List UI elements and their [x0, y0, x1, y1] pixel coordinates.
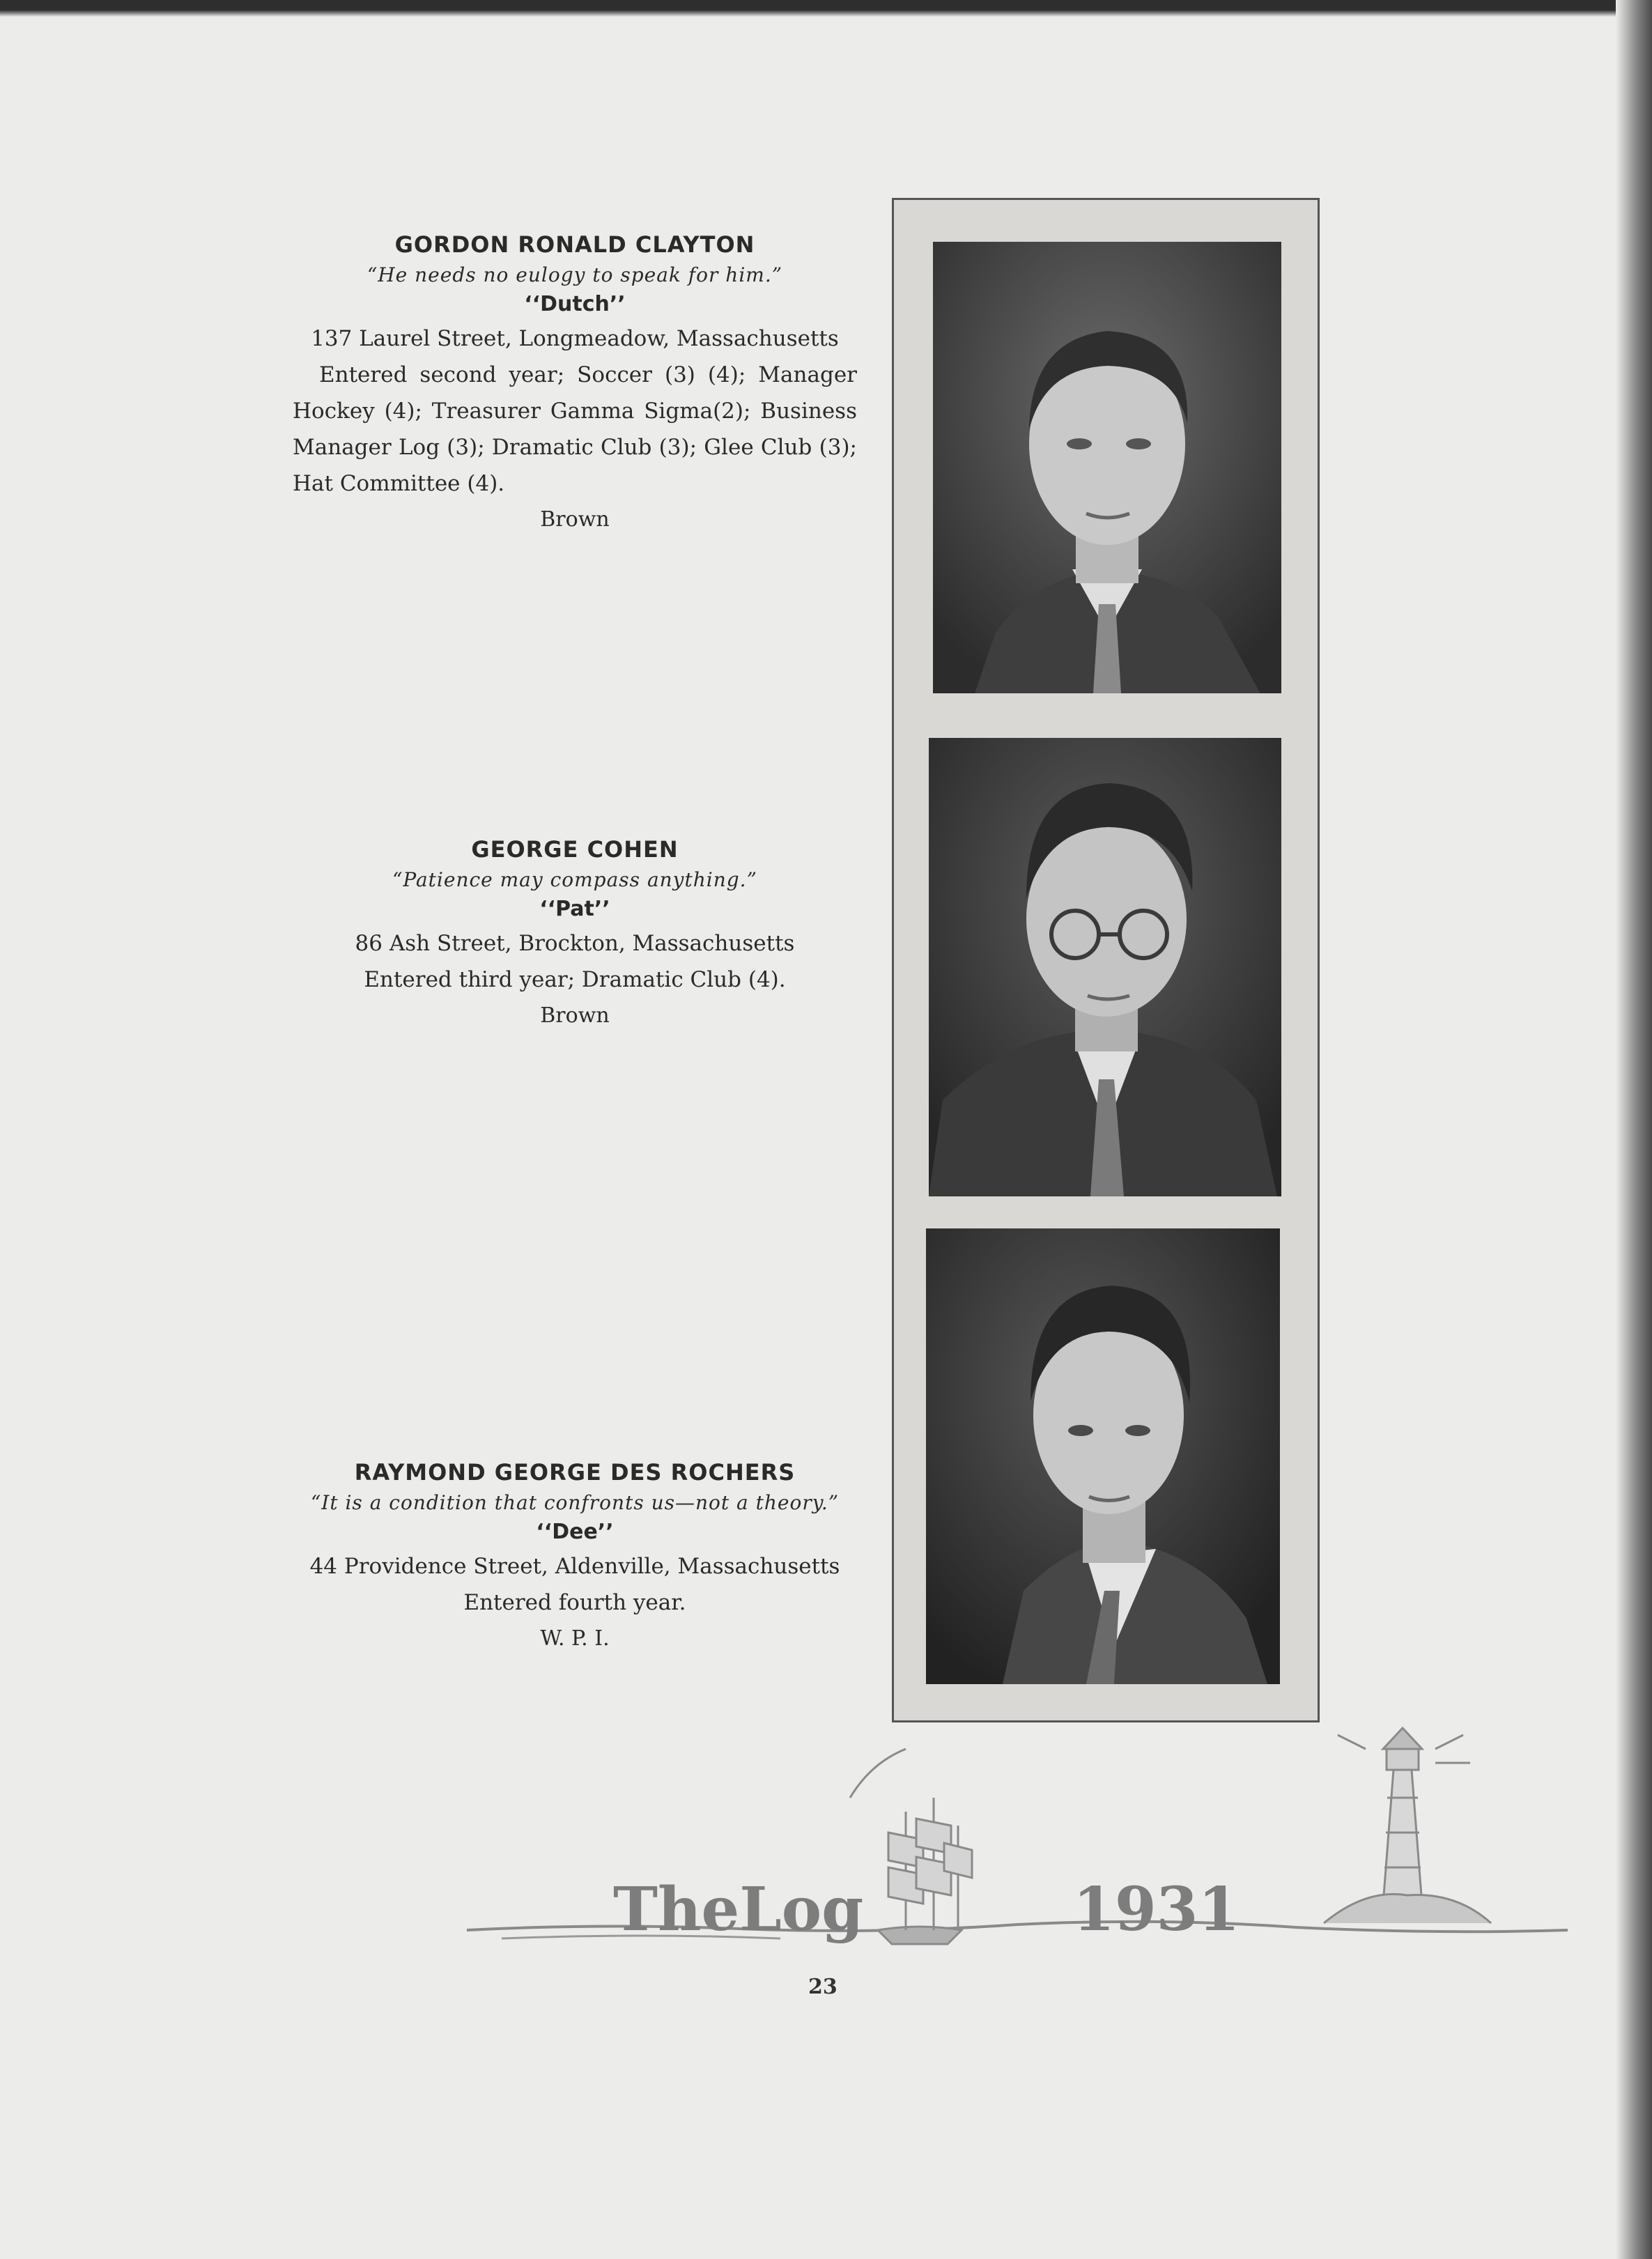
portrait-strip — [892, 198, 1320, 1722]
student-college: W. P. I. — [540, 1626, 610, 1651]
publication-year: 1931 — [1073, 1874, 1240, 1945]
student-nickname: ‘‘Dee’’ — [536, 1520, 614, 1544]
student-entry — [293, 231, 857, 538]
publication-title: TheLog — [613, 1874, 864, 1945]
portrait-photo — [933, 242, 1281, 693]
student-quote: “Patience may compass anything.” — [392, 868, 757, 891]
student-entry — [293, 1459, 857, 1657]
portrait-photo — [926, 1228, 1280, 1684]
student-activities: Entered fourth year. — [463, 1590, 686, 1615]
student-address: 44 Providence Street, Aldenville, Massachusetts — [309, 1554, 840, 1579]
student-quote: “He needs no eulogy to speak for him.” — [366, 263, 783, 286]
student-name: GEORGE COHEN — [471, 836, 679, 863]
student-nickname: ‘‘Pat’’ — [539, 897, 610, 921]
footer-illustration — [460, 1721, 1575, 2014]
student-activities: Entered third year; Dramatic Club (4). — [364, 967, 786, 992]
student-entry — [293, 836, 857, 1034]
ship-and-lighthouse-illustration — [460, 1721, 1575, 2014]
student-activities: Entered second year; Soccer (3) (4); Manager Hockey (4); Treasurer Gamma Sigma(2); Business Manager Log (3); Dramatic Club (3); Glee Club (3); Hat Committee (4). — [293, 362, 857, 496]
student-college: Brown — [540, 1003, 610, 1028]
student-address: 137 Laurel Street, Longmeadow, Massachusetts — [311, 326, 839, 351]
student-college: Brown — [540, 507, 610, 532]
portrait-photo — [929, 738, 1281, 1196]
page-number: 23 — [808, 1975, 837, 1999]
scan-edge — [0, 0, 1652, 17]
student-name: GORDON RONALD CLAYTON — [394, 231, 755, 258]
student-quote: “It is a condition that confronts us—not a theory.” — [310, 1491, 840, 1514]
student-address: 86 Ash Street, Brockton, Massachusetts — [355, 931, 795, 956]
student-nickname: ‘‘Dutch’’ — [524, 292, 626, 316]
student-name: RAYMOND GEORGE DES ROCHERS — [354, 1459, 796, 1486]
scan-edge — [1616, 0, 1652, 2259]
